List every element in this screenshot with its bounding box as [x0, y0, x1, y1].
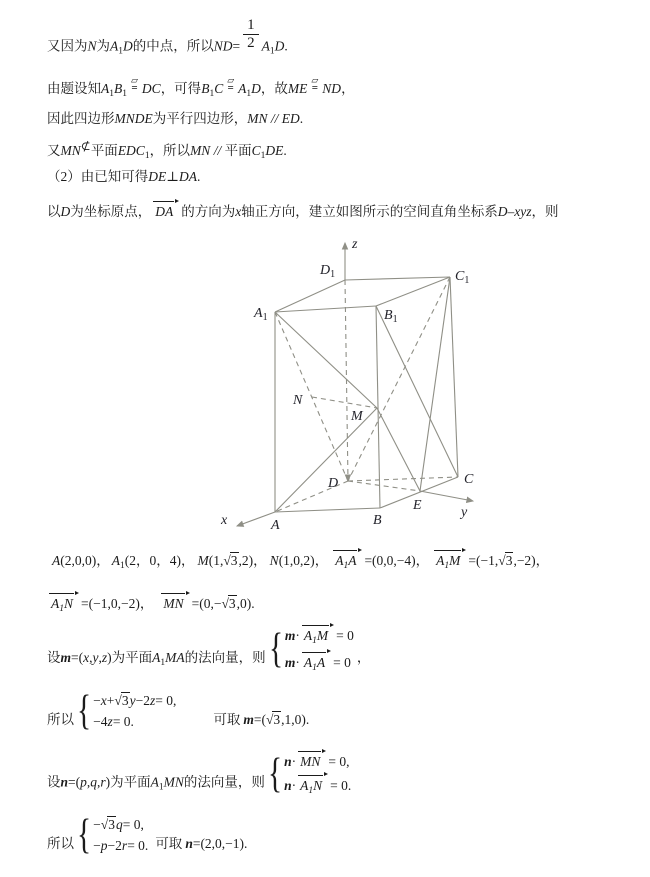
tok-tok-t: 为平行四边形， [152, 111, 248, 126]
tok-tok-s: 1 [343, 561, 349, 571]
tok-tok-s: 1 [160, 658, 166, 669]
tok-tok-t: . [305, 712, 310, 727]
tok-tok-s: 1 [209, 89, 215, 99]
vector-overarrow [49, 592, 78, 616]
tok-tok-i: DE [148, 169, 167, 184]
tok-cbrace: { [268, 626, 283, 673]
tok-crow [285, 651, 354, 675]
tok-rsign: √ [114, 692, 122, 708]
tok-tok-t: ，故 [260, 81, 288, 96]
tok-tok-t: . [283, 143, 287, 158]
sqrt-expression [266, 712, 281, 727]
tok-tok-i: DA [178, 169, 197, 184]
tok-tok-t: , [98, 650, 102, 666]
cases-system [77, 690, 176, 732]
line-solve-m [47, 690, 309, 732]
tok-tok-i: A [303, 628, 313, 643]
tok-tok-t: 平面 [90, 143, 118, 158]
tok-tok-t: − [93, 816, 101, 832]
tok-tok-t: ) [107, 650, 112, 666]
tok-tok-s: 1 [444, 561, 450, 571]
tok-tok-t: (2,0,0) [60, 553, 97, 568]
tok-tok-i: MN [300, 754, 321, 769]
tok-crow [93, 816, 148, 834]
tok-box: ▱ [311, 75, 319, 85]
tok-tok-i: A [303, 654, 313, 670]
tok-tok-i: D [60, 204, 71, 219]
tok-tok-t: ， [535, 553, 550, 568]
tok-tok-s: 1 [158, 782, 164, 793]
tok-tok-t: 又因为 [47, 38, 88, 54]
tok-tok-i: A [51, 596, 60, 611]
vertex-label-x: x [221, 513, 228, 528]
tok-tok-t: ) [105, 774, 111, 790]
tok-tok-t: （2）由已知可得 [47, 169, 149, 184]
tok-tok-t: 设 [47, 650, 61, 666]
tok-tok-t: 为平面 [111, 650, 153, 666]
tok-tok-i: q [115, 816, 123, 832]
tok-tok-t: ，可得 [160, 81, 202, 96]
tok-tok-sup: ⊄ [80, 139, 91, 153]
tok-tok-i: MN [163, 596, 184, 611]
tok-tok-t: ,−2) [513, 553, 536, 568]
tok-tok-s: 1 [312, 662, 317, 673]
vertex-label-N: N [293, 393, 303, 408]
tok-tok-t: 为坐标原点， [70, 204, 152, 219]
tok-tok-t: = 0, [328, 754, 350, 769]
tok-tok-s: 1 [312, 636, 317, 646]
tok-tok-t: , [89, 650, 93, 666]
tok-tok-i: M [197, 553, 209, 568]
tok-crows [285, 624, 354, 674]
tok-eq: = [227, 82, 234, 94]
line-normal-n [47, 750, 354, 797]
tok-tok-bi: m [243, 712, 254, 727]
line-part2 [47, 168, 200, 186]
tok-tok-i: MA [165, 650, 185, 666]
tok-rsign: √ [498, 553, 506, 568]
tok-box: ▱ [131, 75, 138, 85]
vector-overarrow [434, 549, 465, 573]
tok-tok-s: 1 [122, 89, 127, 99]
tok-tok-i: xyz [514, 204, 532, 219]
tok-tok-i: D [123, 38, 133, 54]
tok-tok-i: MNDE [114, 111, 153, 126]
tok-tok-s: 1 [109, 89, 114, 99]
tok-tok-t: 为 [96, 38, 111, 54]
tok-tok-s: 1 [118, 46, 124, 57]
tok-tok-t: 为平面 [110, 774, 151, 790]
tok-tok-i: p [100, 837, 108, 853]
tok-box: ▱ [227, 75, 235, 85]
tok-tok-i: A [261, 38, 270, 54]
tok-tok-t: 可取 [155, 836, 183, 851]
sqrt-expression [114, 693, 129, 708]
tok-tok-i: // [267, 111, 282, 126]
tok-tok-i: // [210, 143, 225, 158]
tok-crows [93, 692, 176, 731]
tok-tok-i: M [449, 553, 461, 568]
tok-tok-t: + [106, 692, 115, 708]
tok-crows [93, 816, 148, 855]
tok-tok-i: ED [281, 111, 300, 126]
sqrt-expression [223, 553, 238, 568]
tok-tok-t: =( [71, 650, 84, 666]
tok-tok-t: − [93, 692, 101, 708]
tok-tok-t: 所以 [47, 712, 74, 727]
vector-overarrow [161, 592, 188, 613]
tok-tok-t: − [93, 837, 101, 853]
line-parallel-equal [47, 76, 355, 101]
line-nd-half [47, 18, 288, 58]
vector-overarrow [298, 750, 325, 771]
tok-tok-i: MN [60, 143, 81, 158]
tok-tok-s: 1 [269, 46, 275, 57]
tok-crows [284, 750, 351, 797]
tok-crow [284, 774, 351, 798]
tok-fd: 2 [247, 35, 255, 52]
tok-tok-bi: m [60, 650, 72, 666]
tok-tok-t: = 0, [155, 692, 177, 708]
tok-tok-t: = [232, 38, 241, 54]
tok-tok-t: (1,0,2) [278, 553, 315, 568]
tok-tok-i: D [497, 204, 508, 219]
tok-tok-t: 轴正方向，建立如图所示的空间直角坐标系 [241, 204, 498, 219]
tok-crow [93, 692, 176, 710]
tok-tok-t: 因此四边形 [47, 111, 115, 126]
vertex-label-M: M [351, 409, 363, 424]
tok-eq: = [311, 82, 318, 94]
tok-tok-i: A [436, 553, 445, 568]
vector-overarrow [302, 651, 330, 675]
tok-tok-t: . [299, 111, 304, 126]
tok-tok-bi: n [185, 836, 193, 851]
tok-tok-t: ， [356, 650, 371, 666]
vertex-label-y: y [461, 505, 468, 520]
tok-tok-t: (1, [208, 553, 224, 568]
tok-tok-t: = 0, [122, 816, 144, 832]
tok-tok-bi: n [284, 777, 292, 793]
tok-tok-i: A [335, 553, 344, 568]
tok-fn: 1 [243, 18, 259, 35]
parallel-equal-symbol [131, 76, 138, 93]
tok-cbrace: { [267, 750, 283, 797]
tok-tok-i: EDC [117, 143, 145, 158]
tok-tok-t: 由题设知 [47, 81, 101, 96]
tok-tok-t: 平面 [224, 143, 252, 158]
tok-tok-s: 1 [120, 561, 125, 571]
tok-tok-t: 的法向量，则 [184, 650, 266, 666]
vertex-label-B1: $B_1$ [384, 308, 398, 325]
tok-tok-i: y [129, 692, 136, 708]
tok-tok-t: ， [96, 553, 110, 568]
vertex-label-D: D [328, 476, 339, 491]
tok-tok-s: 1 [144, 151, 150, 161]
tok-tok-i: x [235, 204, 242, 219]
tok-tok-i: DE [265, 143, 284, 158]
tok-tok-i: N [87, 38, 97, 54]
tok-tok-i: p [80, 774, 87, 790]
tok-tok-t: · [291, 777, 297, 793]
tok-tok-t: ,0) [236, 596, 252, 611]
tok-tok-t: 又 [47, 143, 61, 158]
tok-tok-s: 1 [308, 785, 314, 796]
tok-tok-t: 的法向量，则 [183, 774, 265, 790]
tok-tok-i: A [300, 777, 309, 793]
tok-tok-t: . [196, 169, 201, 184]
tok-tok-s: 1 [260, 151, 266, 161]
sqrt-expression [101, 817, 116, 832]
tok-tok-i: N [269, 553, 279, 568]
tok-tok-i: MN [163, 774, 184, 790]
tok-tok-t: (2，0，4)， [124, 553, 195, 568]
tok-tok-t: = 0. [127, 837, 149, 853]
tok-rad: 3 [121, 692, 129, 708]
vector-overarrow [153, 200, 178, 221]
tok-tok-t: = 0 [333, 654, 351, 670]
tok-tok-i: x [83, 650, 90, 666]
parallel-equal-symbol [311, 76, 318, 93]
tok-crow [93, 837, 148, 855]
tok-tok-t: ， [314, 553, 329, 568]
tok-tok-i: DC [141, 81, 161, 96]
tok-tok-t: =(0,0,−4) [364, 553, 416, 568]
tok-tok-i: D [274, 38, 285, 54]
line-not-subset [47, 139, 287, 163]
sqrt-expression [498, 553, 513, 568]
tok-tok-t: −2 [107, 837, 122, 853]
tok-tok-i: B [201, 81, 210, 96]
tok-tok-t: ,1,0) [281, 712, 306, 727]
tok-tok-i: C [251, 143, 261, 158]
tok-rad: 3 [505, 553, 513, 568]
tok-tok-t: = 0. [330, 777, 352, 793]
vertex-label-E: E [413, 498, 422, 513]
tok-tok-t: 可取 [213, 712, 241, 727]
parallel-equal-symbol [227, 76, 234, 93]
tok-crow [285, 624, 354, 648]
tok-tok-t: · [291, 754, 297, 769]
tok-tok-i: ME [287, 81, 308, 96]
tok-tok-t: 设 [47, 774, 61, 790]
tok-tok-i: A [152, 650, 161, 666]
line-solve-n [47, 814, 247, 856]
tok-cbrace: { [77, 812, 92, 858]
tok-tok-i: MN [190, 143, 211, 158]
tok-tok-bi: m [284, 654, 296, 670]
tok-tok-i: A [52, 553, 61, 568]
tok-tok-i: MN [247, 111, 268, 126]
tok-tok-t: . [251, 596, 255, 611]
tok-tok-t: −4 [93, 713, 108, 729]
tok-tok-t: −2 [135, 692, 150, 708]
tok-tok-t: =(−1,0,−2) [81, 596, 140, 611]
line-normal-m [47, 624, 370, 674]
tok-tok-i: x [100, 692, 107, 708]
cases-system [268, 750, 351, 797]
cases-system [77, 814, 148, 856]
vertex-label-C: C [464, 472, 474, 487]
tok-crow [93, 713, 176, 731]
tok-tok-i: A [316, 654, 326, 670]
tok-tok-t: ⊥ [166, 169, 179, 184]
tok-tok-t: ， [341, 81, 355, 96]
tok-tok-t: ，则 [531, 204, 559, 219]
tok-tok-i: DA [155, 204, 174, 219]
tok-tok-t: = 0 [336, 628, 354, 643]
tok-tok-bi: m [284, 628, 296, 643]
vector-overarrow [333, 549, 361, 573]
tok-tok-t: . [284, 38, 288, 54]
tok-tok-i: A [348, 553, 357, 568]
tok-rsign: √ [100, 816, 109, 832]
tok-tok-t: =(0,− [191, 596, 222, 611]
tok-tok-i: y [92, 650, 99, 666]
vertex-label-z: z [352, 237, 358, 252]
tok-tok-t: 以 [47, 204, 61, 219]
tok-tok-i: A [238, 81, 247, 96]
tok-tok-i: A [111, 553, 120, 568]
tok-tok-t: =(−1, [468, 553, 499, 568]
tok-tok-i: A [110, 38, 119, 54]
vector-overarrow [302, 624, 333, 648]
tok-eq: = [131, 82, 138, 94]
vertex-label-A1: $A_1$ [254, 306, 268, 323]
tok-rad: 3 [273, 712, 281, 727]
tok-tok-t: 所以 [47, 836, 74, 851]
tok-rad: 3 [108, 816, 115, 832]
tok-tok-t: ， [139, 596, 154, 611]
tok-tok-t: . [244, 836, 248, 851]
fraction [243, 18, 259, 52]
tok-tok-i: z [107, 713, 113, 729]
tok-rad: 3 [228, 596, 236, 611]
tok-tok-i: C [214, 81, 224, 96]
vertex-label-D1: $D_1$ [320, 263, 336, 280]
tok-cbrace: { [77, 688, 92, 734]
tok-crow [284, 750, 351, 771]
tok-tok-i: ND [322, 81, 342, 96]
tok-tok-i: B [114, 81, 123, 96]
tok-tok-t: , [86, 774, 91, 790]
tok-tok-t: = 0. [112, 713, 134, 729]
tok-tok-t: · [295, 628, 300, 643]
line-coord-system [47, 200, 559, 221]
line-coords-2 [47, 592, 255, 616]
tok-tok-t: 的方向为 [181, 204, 236, 219]
line-coords-1 [52, 549, 549, 573]
tok-tok-i: M [316, 628, 329, 643]
vertex-label-B: B [373, 513, 382, 528]
vertex-label-A: A [271, 518, 280, 533]
tok-tok-i: z [101, 650, 108, 666]
line-parallelogram [47, 110, 303, 128]
tok-tok-i: q [90, 774, 97, 790]
tok-tok-i: ND [213, 38, 233, 54]
tok-tok-t: 的中点，所以 [132, 38, 214, 54]
tok-tok-t: =(2,0,−1) [192, 836, 245, 851]
tok-tok-i: r [121, 837, 128, 853]
tok-tok-i: A [150, 774, 159, 790]
tok-tok-t: · [295, 654, 300, 670]
tok-tok-s: 1 [59, 604, 64, 614]
tok-tok-t: =( [253, 712, 266, 727]
tok-tok-i: D [251, 81, 261, 96]
tok-rad: 3 [230, 553, 238, 568]
vertex-label-C1: $C_1$ [455, 269, 470, 286]
vector-overarrow [298, 774, 327, 798]
tok-tok-t: =( [68, 774, 81, 790]
tok-tok-i: N [64, 596, 74, 611]
tok-tok-t: ，所以 [149, 143, 191, 158]
sqrt-expression [221, 596, 236, 611]
tok-tok-t: ， [415, 553, 430, 568]
cases-system [269, 624, 354, 674]
tok-rsign: √ [221, 596, 229, 611]
tok-tok-t: , [97, 774, 101, 790]
tok-tok-i: z [149, 692, 156, 708]
tok-tok-s: 1 [246, 89, 252, 99]
tok-tok-i: A [101, 81, 110, 96]
tok-tok-bi: n [284, 754, 292, 769]
tok-tok-t: ,2) [238, 553, 254, 568]
tok-tok-bi: n [60, 774, 69, 790]
tok-tok-t: – [507, 204, 515, 219]
tok-tok-i: r [100, 774, 106, 790]
tok-tok-t: ， [253, 553, 267, 568]
tok-tok-i: N [313, 777, 323, 793]
tok-rsign: √ [265, 712, 274, 727]
tok-rsign: √ [223, 553, 231, 568]
